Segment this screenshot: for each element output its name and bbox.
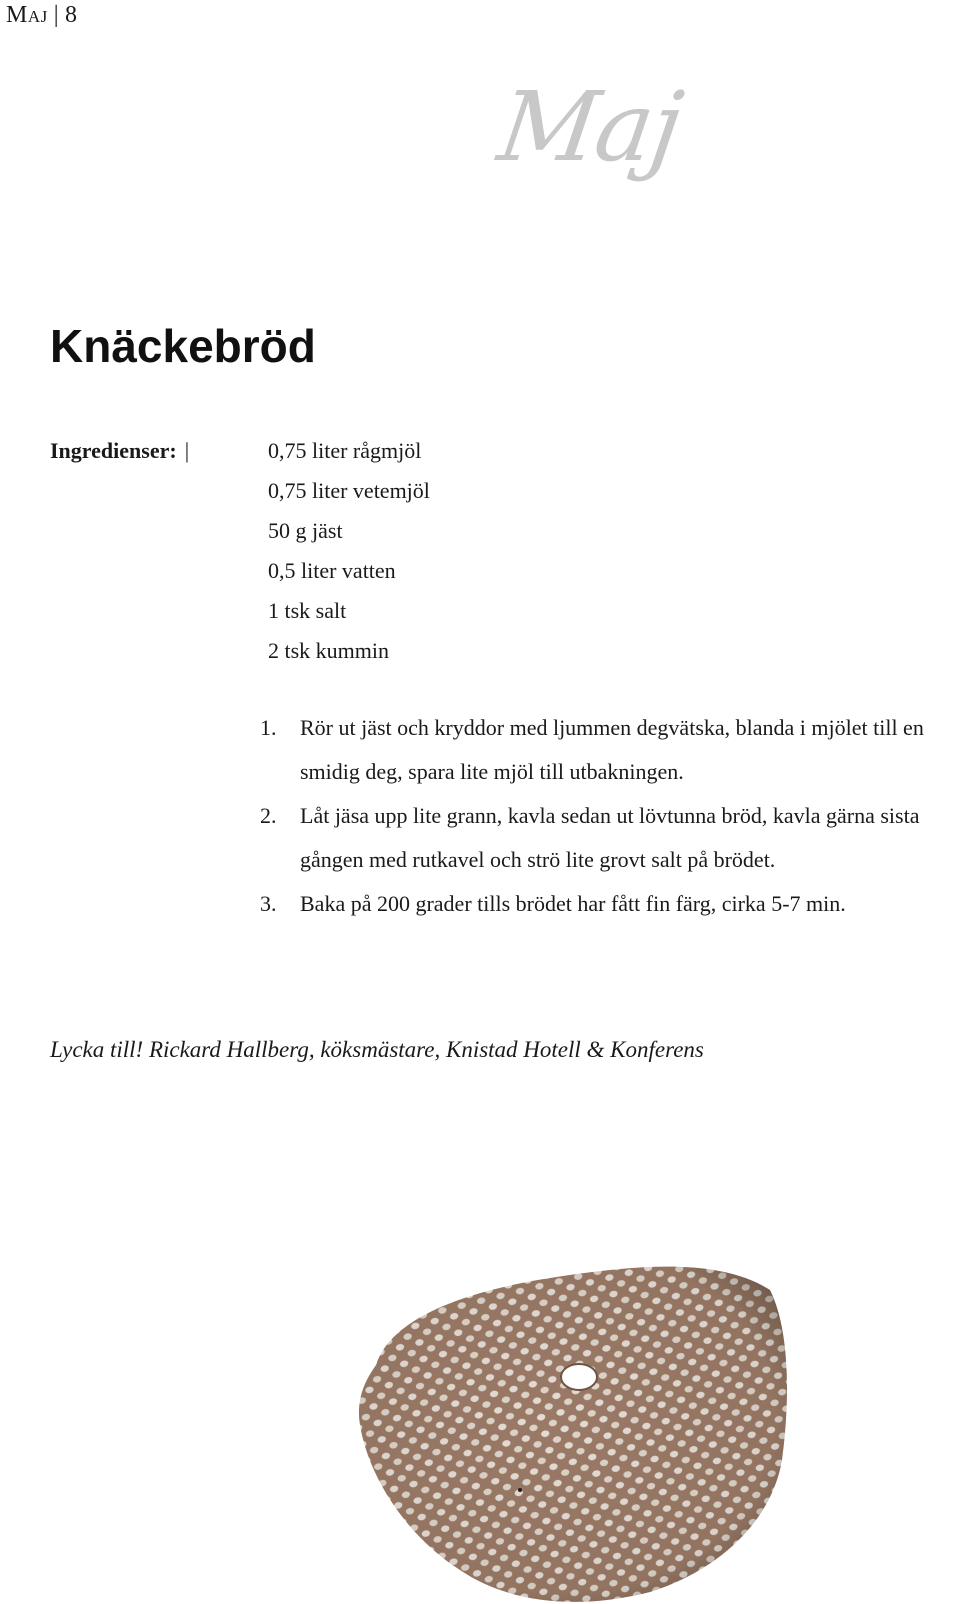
header-separator: |: [53, 2, 60, 28]
ingredient-item: 2 tsk kummin: [268, 638, 390, 663]
step-number: 2.: [260, 803, 277, 828]
ingredient-item: 0,5 liter vatten: [268, 558, 396, 583]
step-text: Baka på 200 grader tills brödet har fått fin färg, cirka 5-7 min.: [300, 891, 846, 916]
step-text: Rör ut jäst och kryddor med ljummen degvätska, blanda i mjölet till en smidig deg, spara lite mjöl till utbakningen.: [300, 715, 924, 784]
instruction-steps: [260, 706, 950, 926]
page-number: 8: [65, 2, 78, 28]
ingredient-item: 50 g jäst: [268, 518, 343, 543]
ingredient-list: [268, 436, 430, 676]
recipe-title: Knäckebröd: [50, 320, 316, 372]
ingredient-item: 0,75 liter vetemjöl: [268, 478, 430, 503]
section-name: Maj: [6, 2, 48, 28]
step-item: [260, 882, 950, 926]
step-text: Låt jäsa upp lite grann, kavla sedan ut lövtunna bröd, kavla gärna sista gången med rutkavel och strö lite grovt salt på brödet.: [300, 803, 920, 872]
running-head: [6, 0, 78, 30]
step-number: 1.: [260, 715, 277, 740]
ingredients-label: [50, 436, 189, 466]
ingredient-item: 0,75 liter rågmjöl: [268, 438, 422, 463]
ingredients-label-text: Ingredienser:: [50, 438, 177, 463]
step-item: [260, 706, 950, 794]
step-item: [260, 794, 950, 882]
signoff: Lycka till! Rickard Hallberg, köksmästare, Knistad Hotell & Konferens: [50, 1037, 704, 1062]
month-script-title: Maj: [492, 71, 688, 183]
crispbread-image: [350, 1250, 790, 1604]
ingredient-item: 1 tsk salt: [268, 598, 347, 623]
step-number: 3.: [260, 891, 277, 916]
ingredients-bar: |: [184, 438, 190, 463]
